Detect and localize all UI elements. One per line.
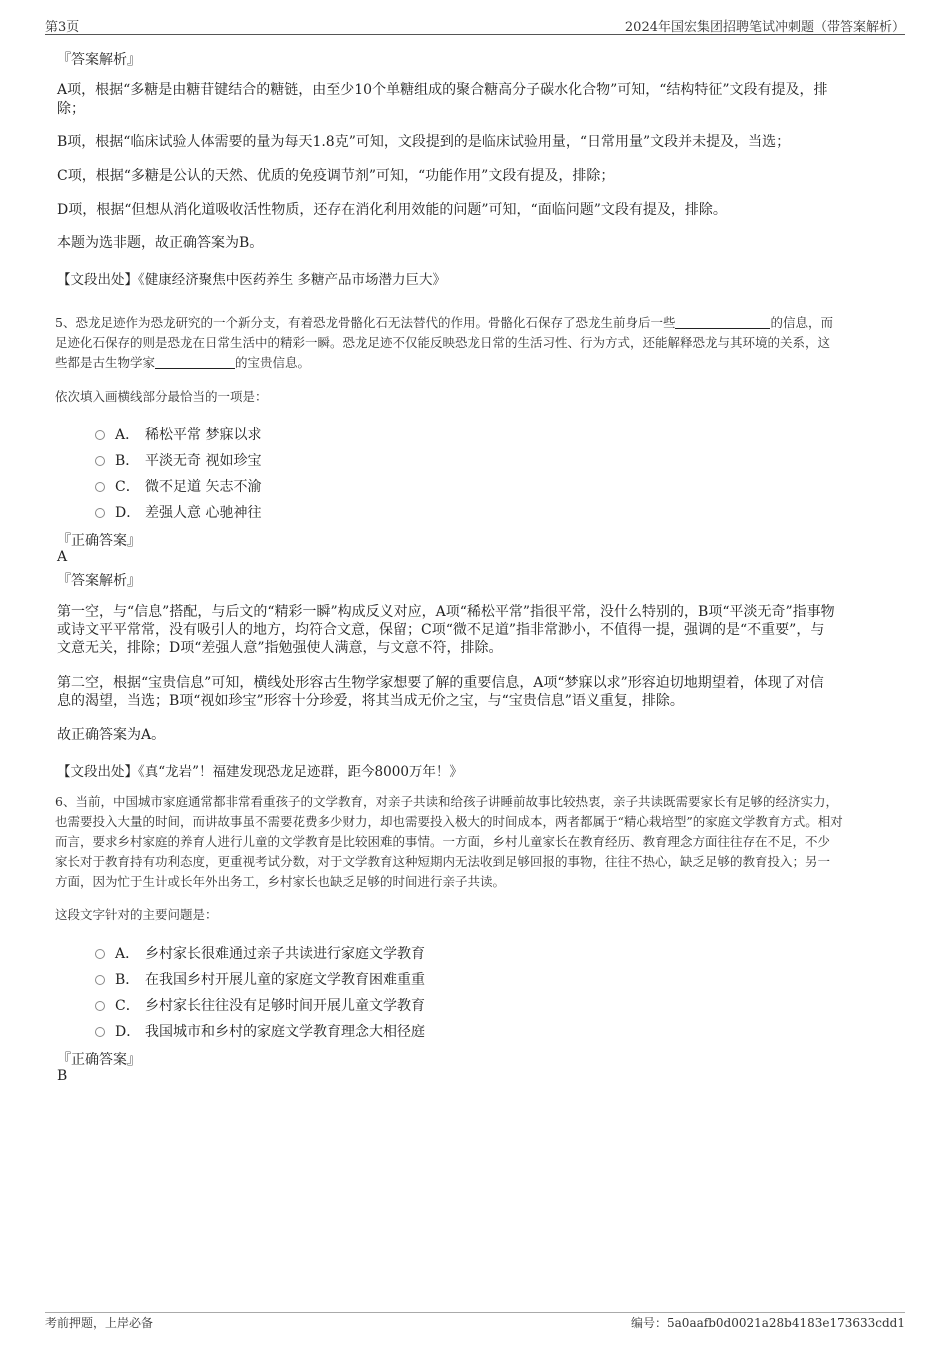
radio-icon[interactable] bbox=[95, 1001, 105, 1011]
q5-option-b[interactable]: B． 平淡无奇 视如珍宝 bbox=[95, 450, 261, 470]
q5-source: 【文段出处】《真“龙岩”！福建发现恐龙足迹群，距今8000万年！》 bbox=[57, 764, 463, 780]
q5-prompt: 依次填入画横线部分最恰当的一项是： bbox=[55, 389, 268, 404]
q6-answer: B bbox=[57, 1068, 68, 1084]
page-number: 第3页 bbox=[45, 20, 80, 35]
q5-analysis-line-2: 或诗文平平常常，没有吸引人的地方，均符合文意，保留；C项“微不足道”指非常渺小，不值得一提，强调的是“不重要”，与 bbox=[57, 622, 825, 638]
q4-analysis-b: B项，根据“临床试验人体需要的量为每天1.8克”可知，文段提到的是临床试验用量，“日常用量”文段并未提及，当选； bbox=[57, 134, 791, 150]
q5-blank-2 bbox=[155, 356, 235, 369]
q5-analysis-label: 『答案解析』 bbox=[57, 573, 141, 589]
q6-prompt: 这段文字针对的主要问题是： bbox=[55, 907, 218, 922]
q5-analysis-line-3: 文意无关，排除；D项“差强人意”指勉强使人满意，与文意不符，排除。 bbox=[57, 640, 503, 656]
q6-option-c[interactable]: C． 乡村家长往往没有足够时间开展儿童文学教育 bbox=[95, 995, 425, 1015]
q6-stem-line-2: 也需要投入大量的时间，而讲故事虽不需要花费多少财力，却也需要投入极大的时间成本，两者都属于“精心栽培型”的家庭文学教育方式。相对 bbox=[55, 814, 843, 829]
radio-icon[interactable] bbox=[95, 482, 105, 492]
radio-icon[interactable] bbox=[95, 1027, 105, 1037]
q5-analysis-line-1: 第一空，与“信息”搭配，与后文的“精彩一瞬”构成反义对应，A项“稀松平常”指很平常，没什么特别的，B项“平淡无奇”指事物 bbox=[57, 604, 835, 620]
page-footer bbox=[45, 1312, 905, 1331]
radio-icon[interactable] bbox=[95, 508, 105, 518]
q4-conclusion: 本题为选非题，故正确答案为B。 bbox=[57, 235, 264, 251]
q4-analysis-c: C项，根据“多糖是公认的天然、优质的免疫调节剂”可知，“功能作用”文段有提及，排除； bbox=[57, 168, 615, 184]
q6-option-a[interactable]: A． 乡村家长很难通过亲子共读进行家庭文学教育 bbox=[95, 943, 425, 963]
q4-analysis-d: D项，根据“但想从消化道吸收活性物质，还存在消化利用效能的问题”可知，“面临问题”文段有提及，排除。 bbox=[57, 202, 727, 218]
q5-conclusion: 故正确答案为A。 bbox=[57, 727, 166, 743]
q6-stem-line-5: 方面，因为忙于生计或长年外出务工，乡村家长也缺乏足够的时间进行亲子共读。 bbox=[55, 874, 506, 889]
q5-answer-label: 『正确答案』 bbox=[57, 533, 141, 549]
q6-stem-line-1: 6、当前，中国城市家庭通常都非常看重孩子的文学教育，对亲子共读和给孩子讲睡前故事比较热衷，亲子共读既需要家长有足够的经济实力， bbox=[55, 794, 838, 809]
q5-option-c[interactable]: C． 微不足道 矢志不渝 bbox=[95, 476, 261, 496]
q5-blank-1 bbox=[675, 316, 770, 329]
q6-stem-line-3: 而言，要求乡村家庭的养育人进行儿童的文学教育是比较困难的事情。一方面，乡村儿童家长在教育经历、教育理念方面往往存在不足，不少 bbox=[55, 834, 831, 849]
q5-answer: A bbox=[57, 549, 68, 565]
q5-option-a[interactable]: A． 稀松平常 梦寐以求 bbox=[95, 424, 261, 444]
q6-answer-label: 『正确答案』 bbox=[57, 1052, 141, 1068]
q5-analysis-line-5: 息的渴望，当选；B项“视如珍宝”形容十分珍爱，将其当成无价之宝，与“宝贵信息”语义重复，排除。 bbox=[57, 693, 684, 709]
document-title: 2024年国宏集团招聘笔试冲刺题（带答案解析） bbox=[624, 20, 905, 35]
q4-analysis-a: A项，根据“多糖是由糖苷键结合的糖链，由至少10个单糖组成的聚合糖高分子碳水化合物”可知，“结构特征”文段有提及，排 bbox=[57, 82, 828, 98]
q6-stem-line-4: 家长对于教育持有功利态度，更重视考试分数，对于文学教育这种短期内无法收到足够回报的事物，往往不热心，缺乏足够的教育投入；另一 bbox=[55, 854, 831, 869]
q5-stem-line-2: 足迹化石保存的则是恐龙在日常生活中的精彩一瞬。恐龙足迹不仅能反映恐龙日常的生活习性、行为方式，还能解释恐龙与其环境的关系，这 bbox=[55, 335, 831, 350]
radio-icon[interactable] bbox=[95, 949, 105, 959]
radio-icon[interactable] bbox=[95, 975, 105, 985]
q5-stem-line-1: 5、恐龙足迹作为恐龙研究的一个新分支，有着恐龙骨骼化石无法替代的作用。骨骼化石保存了恐龙生前身后一些 的信息，而 bbox=[55, 315, 833, 330]
q4-analysis-a-cont: 除； bbox=[57, 101, 85, 117]
document-code: 编号：5a0aafb0d0021a28b4183e173633cdd1 bbox=[631, 1316, 905, 1330]
page-header bbox=[45, 14, 905, 35]
q4-source: 【文段出处】《健康经济聚焦中医药养生 多糖产品市场潜力巨大》 bbox=[57, 272, 447, 288]
q6-option-d[interactable]: D． 我国城市和乡村的家庭文学教育理念大相径庭 bbox=[95, 1021, 425, 1041]
q4-analysis-label: 『答案解析』 bbox=[57, 52, 141, 68]
radio-icon[interactable] bbox=[95, 430, 105, 440]
q5-option-d[interactable]: D． 差强人意 心驰神往 bbox=[95, 502, 261, 522]
q5-stem-line-3: 些都是古生物学家 的宝贵信息。 bbox=[55, 355, 311, 370]
q5-analysis-line-4: 第二空，根据“宝贵信息”可知，横线处形容古生物学家想要了解的重要信息，A项“梦寐以求”形容迫切地期望着，体现了对信 bbox=[57, 675, 824, 691]
q6-option-b[interactable]: B． 在我国乡村开展儿童的家庭文学教育困难重重 bbox=[95, 969, 425, 989]
footer-slogan: 考前押题，上岸必备 bbox=[45, 1316, 154, 1330]
radio-icon[interactable] bbox=[95, 456, 105, 466]
